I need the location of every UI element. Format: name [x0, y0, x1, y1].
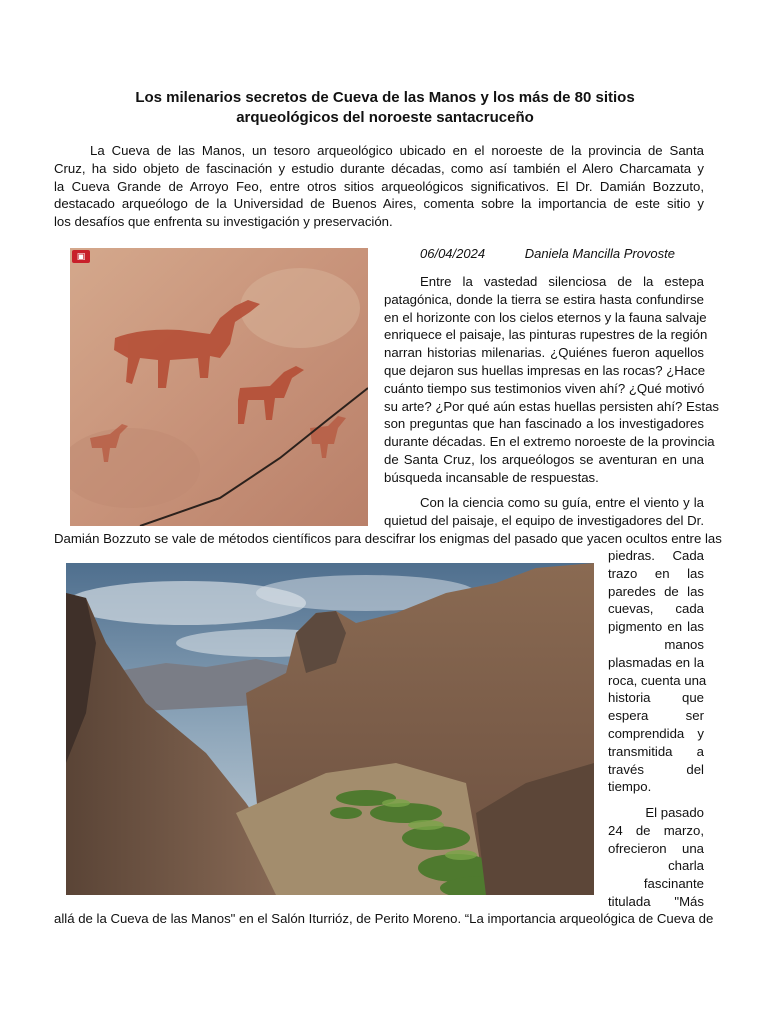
publish-date: 06/04/2024 [420, 246, 486, 261]
para2-line: durante décadas. En el extremo noroeste de la provincia [384, 434, 715, 450]
para4-narrow-line: fascinante [643, 876, 704, 892]
para3-narrow-line: historia que [608, 690, 704, 706]
paragraph-4-narrow [608, 804, 704, 911]
paragraph-3-start [384, 494, 704, 530]
para3-narrow-line: tiempo. [608, 779, 652, 795]
para2-line: su arte? ¿Por qué aún estas huellas persisten ahí? Estas [384, 398, 720, 414]
para2-line: narran historias milenarias. ¿Quiénes fueron aquellos [384, 345, 704, 361]
para2-line: son preguntas que han fascinado a los investigadores [384, 416, 704, 432]
para3-narrow-line: piedras. Cada [608, 548, 704, 563]
para2-line: Entre la vastedad silenciosa de la estepa [420, 274, 704, 289]
para3-narrow-line: roca, cuenta una [608, 672, 707, 688]
para3-line: quietud del paisaje, el equipo de investigadores del Dr. [384, 512, 704, 528]
para4-narrow-line: ofrecieron una [608, 840, 704, 856]
para3-narrow-line: trazo en las [608, 565, 704, 581]
title-line-2: arqueológicos del noroeste santacruceño [236, 109, 534, 126]
para2-line: en el horizonte con los cielos eternos y la fauna salvaje [384, 309, 707, 325]
para2-line: enriquece el paisaje, las pinturas rupestres de la región [384, 327, 708, 343]
para2-line: patagónica, donde la tierra se estira hasta confundirse [384, 291, 704, 307]
byline [420, 246, 711, 261]
intro-line: destacado arqueólogo de la Universidad de Buenos Aires, comenta sobre la importancia de este sitio y [54, 196, 704, 212]
paragraph-3-narrow [608, 547, 707, 796]
canyon-landscape-image [66, 563, 594, 895]
image-icon: ▣ [72, 250, 90, 263]
para3-narrow-line: cuevas, cada [608, 601, 704, 617]
intro-line: la Cueva Grande de Arroyo Feo, entre otros sitios arqueológicos significativos. El Dr. Damián Bozzuto, [54, 178, 704, 194]
intro-line: La Cueva de las Manos, un tesoro arqueológico ubicado en el noroeste de la provincia de Santa [90, 143, 704, 158]
rock-painting-image [70, 248, 368, 526]
para3-narrow-line: comprendida y [608, 725, 704, 741]
para3-narrow-line: espera ser [608, 708, 704, 724]
paragraph-2 [384, 273, 720, 487]
para3-narrow-line: través del [608, 761, 704, 777]
intro-paragraph [54, 142, 704, 231]
intro-line: los desafíos que enfrenta su investigación y preservación. [54, 214, 393, 230]
para4-line: allá de la Cueva de las Manos" en el Salón Iturrióz, de Perito Moreno. “La importancia arqueológica de Cueva de [54, 911, 714, 926]
para2-line: de Santa Cruz, los arqueólogos se aventuran en una [384, 451, 704, 467]
para3-line: Damián Bozzuto se vale de métodos científicos para descifrar los enigmas del pasado que yacen ocultos entre las [54, 531, 722, 546]
para2-line: cuánto tiempo sus testimonios viven ahí? ¿Qué motivó [384, 380, 705, 396]
title-line-1: Los milenarios secretos de Cueva de las Manos y los más de 80 sitios [135, 89, 635, 106]
para2-line: búsqueda incansable de respuestas. [384, 469, 599, 485]
paragraph-4-full [54, 910, 714, 928]
para4-narrow-line: charla [668, 858, 704, 874]
para3-narrow-line: transmitida a [608, 743, 704, 759]
para3-narrow-line: manos [664, 636, 704, 652]
para3-narrow-line: pigmento en las [608, 619, 704, 635]
para4-narrow-line: 24 de marzo, [608, 822, 704, 838]
para2-line: que dejaron sus huellas impresas en las rocas? ¿Hace [384, 362, 706, 378]
paragraph-3-full [54, 530, 722, 548]
para3-narrow-line: plasmadas en la [608, 654, 705, 670]
intro-line: Cruz, ha sido objeto de fascinación y estudio durante décadas, como así también el Alero Charcamata y [54, 160, 704, 176]
para3-narrow-line: paredes de las [608, 583, 704, 599]
article-title [60, 88, 710, 128]
author-name: Daniela Mancilla Provoste [524, 246, 675, 261]
para3-line: Con la ciencia como su guía, entre el viento y la [420, 495, 704, 510]
para4-narrow-line: El pasado [645, 805, 704, 820]
para4-narrow-line: titulada "Más [608, 893, 704, 909]
